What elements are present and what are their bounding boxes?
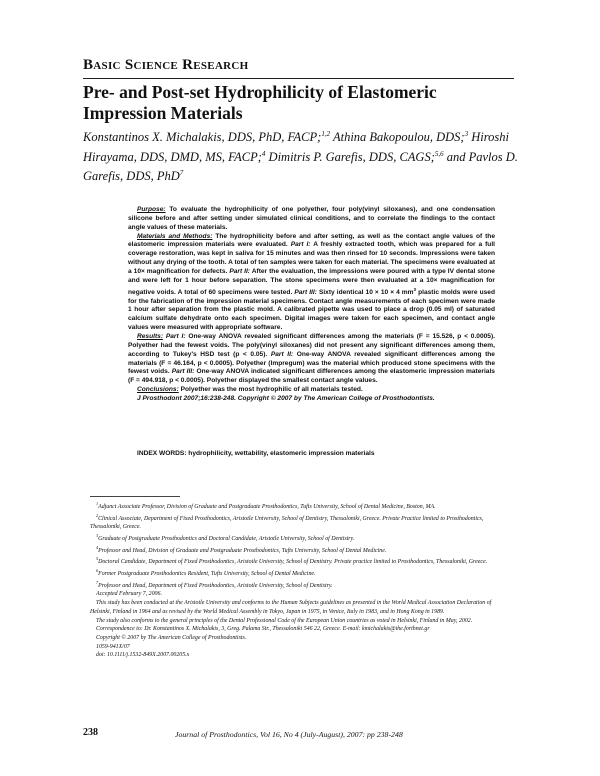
- index-words: INDEX WORDS: hydrophilicity, wettability, elastomeric impression materials: [137, 450, 375, 457]
- journal-citation: Journal of Prosthodontics, Vol 16, No 4 (July-August), 2007: pp 238-248: [175, 730, 403, 739]
- abstract-citation: J Prosthodont 2007;16:238-248. Copyright © 2007 by The American College of Prosthodontists.: [137, 394, 435, 402]
- correspondence: Correspondence to: Dr. Konstantinos X. Michalakis, 3, Greg. Palama Str., Thessaloniki 546 22, Greece. E-mail: kmichalakis@the.forthnet.gr: [96, 626, 430, 633]
- abstract-methods: [128, 233, 495, 333]
- author-affiliation: 5,6: [434, 149, 444, 158]
- author-list: [83, 126, 523, 185]
- methods-text: A freshly extracted tooth, which was prepared for a full coverage restoration, was kept in saliva for 15 minutes and was then rinsed for 10 seconds. Impressions were taken without any drying of the tooth. A total of ten samples were taken for each material. The specimens were evaluated at a 10× magnification for defects.: [128, 241, 496, 275]
- ethics-statement: This study has been conducted at the Aristotle University and conforms to the Human Subjects guidelines as presented in the World Medical Association Declaration of Helsinki, Finland in 1964 and as revised by the World Medical Assembly in Tokyo, Japan in 1975, in Venice, Italy in 1983, and in Hong Kong in 1989.: [90, 600, 492, 615]
- abstract-results: [128, 333, 495, 386]
- abstract-purpose: [128, 206, 495, 233]
- methods-text: After the evaluation, the impressions were poured with a type IV dental stone and were left for 1 hour before separation. The stone specimens were then evaluated at a 10× magnification for negative voids. A total of 60 specimens were tested.: [128, 267, 495, 296]
- footnote: [90, 512, 512, 532]
- results-text: One-way ANOVA revealed significant differences among the materials (F = 15.526, p < 0.0005). Polyether had the fewest voids. The poly(vinyl siloxanes) did not present any significant differences among them, according to Tukey's HSD test (p < 0.05).: [128, 333, 496, 358]
- footnote-text: Professor and Head, Department of Fixed Prosthodontics, Aristotle University, School of Dentistry.: [98, 582, 333, 589]
- results-text: One-way ANOVA indicated significant differences among the elastomeric impression materials (F = 494.918, p < 0.0005). Polyether displayed the smallest contact angle values.: [128, 368, 495, 385]
- author-affiliation: 3: [464, 130, 469, 138]
- author-name: Athina Bakopoulou, DDS;: [332, 130, 465, 145]
- conclusions-text: Polyether was the most hydrophilic of all materials tested.: [180, 386, 363, 394]
- part-label: Part III:: [171, 368, 195, 376]
- author-name: and Pavlos D. Garefis, DDS, PhD: [83, 149, 518, 184]
- footnote: [90, 555, 512, 567]
- author-name: Hiroshi Hirayama, DDS, DMD, MS, FACP;: [83, 130, 509, 164]
- footnote-marker: 7: [96, 579, 99, 585]
- footnote: [90, 544, 512, 556]
- results-label: Results:: [137, 333, 164, 340]
- results-text: One-way ANOVA revealed significant differences among the materials (F = 46.164, p < 0.0005). Polyether (Impregum) was the material which produced stone specimens with the fewest voids.: [128, 350, 495, 376]
- methods-text: Sixty identical 10 × 10 × 4 mm: [318, 288, 414, 296]
- article-title: Pre- and Post-set Hydrophilicity of Elastomeric Impression Materials: [83, 82, 437, 123]
- methods-label: Materials and Methods:: [137, 232, 213, 240]
- footnote-text: Former Postgraduate Prosthodontics Resident, Tufts University, School of Dental Medicine.: [98, 571, 316, 578]
- author-affiliation: 7: [179, 169, 184, 178]
- part-label: Part I:: [165, 333, 186, 340]
- footnote-marker: 5: [96, 556, 99, 562]
- footnote-marker: 2: [96, 512, 99, 518]
- author-affiliation: 4: [261, 149, 266, 158]
- part-label: Part II:: [229, 267, 250, 275]
- footnote-text: Clinical Associate, Department of Fixed Prosthodontics, Aristotle University, School of Dentistry, Thessaloniki, Greece. Private Practice limited to Prosthodontics, Thessaloniki, Greece.: [90, 515, 484, 531]
- footnotes: [90, 500, 512, 660]
- superscript: 3: [413, 286, 417, 292]
- abstract: [128, 206, 495, 404]
- footnote-text: Graduate of Postgraduate Prosthodontics and Doctoral Candidate, Aristotle University, School of Dentistry.: [98, 536, 355, 543]
- footnote-text: Adjunct Associate Professor, Division of Graduate and Postgraduate Prosthodontics, Tufts University, School of Dental Medicine, Boston, MA.: [98, 503, 436, 510]
- conclusions-label: Conclusions:: [137, 386, 179, 394]
- section-label: Basic Science Research: [83, 57, 249, 73]
- page-number: 238: [83, 727, 98, 738]
- footnote-text: Professor and Head, Division of Graduate and Postgraduate Prosthodontics, Tufts University, School of Dental Medicine.: [98, 547, 387, 554]
- footnote: [90, 579, 512, 591]
- footnote: [90, 500, 512, 512]
- abstract-conclusions: [128, 386, 495, 395]
- part-label: Part II:: [270, 350, 294, 358]
- copyright: Copyright © 2007 by The American College of Prosthodontists.: [96, 634, 247, 641]
- purpose-text: To evaluate the hydrophilicity of one polyether, four poly(vinyl siloxanes), and one condensation silicone before and after setting under simulated clinical conditions, and to correlate the findings to the contact angle values of these materials.: [128, 206, 495, 231]
- part-label: Part III:: [294, 288, 317, 296]
- footnote-divider: [90, 496, 180, 497]
- ethics-statement: The study also conforms to the general principles of the Dental Professional Code of the European Union countries as voted in Helsinki, Finland in May, 2002.: [96, 617, 473, 624]
- part-label: Part I:: [290, 241, 311, 249]
- footnote-marker: 3: [96, 533, 99, 539]
- author-affiliation: 1,2: [321, 130, 331, 138]
- footnote: [90, 532, 512, 544]
- section-divider: [83, 78, 514, 79]
- doi: doi: 10.1111/j.1532-849X.2007.00205.x: [96, 652, 190, 659]
- issn: 1059-941X/07: [96, 643, 130, 650]
- footnote-marker: 4: [96, 544, 99, 550]
- footnote-marker: 1: [96, 501, 99, 506]
- author-name: Dimitris P. Garefis, DDS, CAGS;: [268, 149, 435, 164]
- accepted-date: Accepted February 7, 2006.: [96, 591, 162, 598]
- purpose-label: Purpose:: [137, 206, 166, 213]
- footnote-marker: 6: [96, 568, 99, 574]
- methods-text: plastic molds were used for the fabrication of the impression material specimens. Contact angle measurements of each specimen were made 1 hour after separation from the plastic mold. A calibrated pipette was used to place a drop (0.05 ml) of saturated calcium sulfate dehydrate onto each specimen. Digital images were taken for each specimen, and contact angle values were measured with appropriate software.: [128, 288, 495, 332]
- author-name: Konstantinos X. Michalakis, DDS, PhD, FACP;: [83, 130, 322, 145]
- footnote-text: Doctoral Candidate, Department of Fixed Prosthodontics, Aristotle University, School of Dentistry. Private practice limited to Prosthodontics, Thessaloniki, Greece.: [98, 559, 488, 566]
- methods-text: The hydrophilicity before and after setting, as well as the contact angle values of the elastomeric impression materials were evaluated.: [128, 232, 495, 249]
- footnote: [90, 567, 512, 579]
